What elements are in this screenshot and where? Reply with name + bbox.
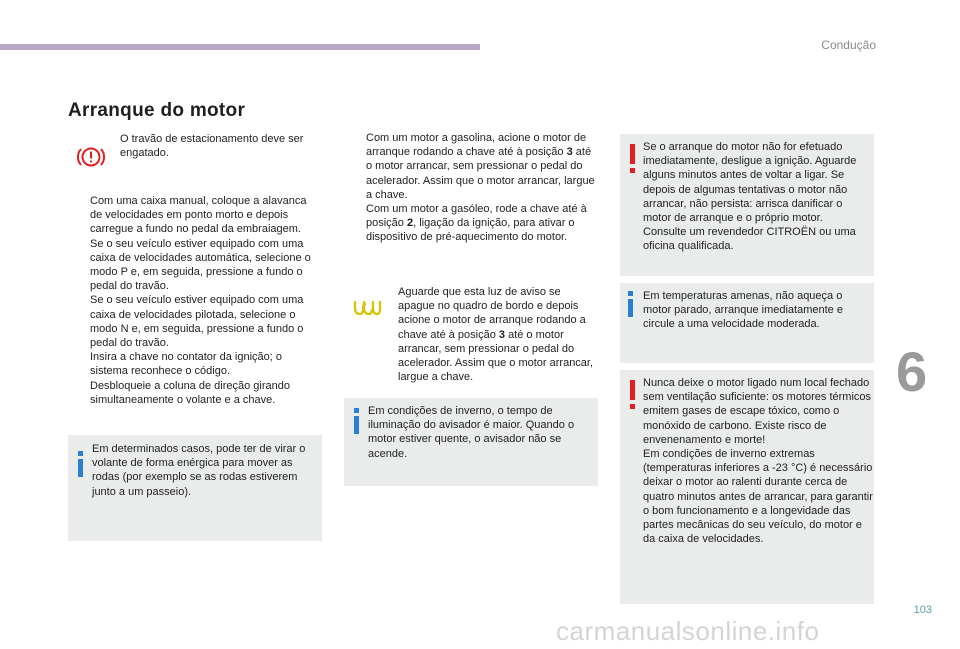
glow-plug-warning-light-icon bbox=[352, 298, 382, 316]
list-item bbox=[68, 350, 320, 378]
winter-info-box bbox=[344, 398, 598, 486]
enclosed-space-warning-text: Nunca deixe o motor ligado num local fechado sem ventilação suficiente: os motores térmicos emitem gases de escape tóxico, como o monóxido de carbono. Existe risco de envenenamento e morte! bbox=[643, 377, 872, 446]
warning-icon bbox=[626, 380, 640, 410]
info-icon bbox=[348, 408, 366, 436]
info-icon bbox=[72, 451, 90, 479]
start-failure-warning-box bbox=[620, 134, 874, 276]
start-failure-warning: Se o arranque do motor não for efetuado imediatamente, desligue a ignição. Aguarde alguns minutos antes de voltar a ligar. Se depois de algumas tentativas o motor não arrancar, não persista: arrisca danificar o motor de arranque e o próprio motor. Consulte um revendedor CITROËN ou uma oficina qualificada. bbox=[643, 141, 857, 253]
page-number: 103 bbox=[913, 604, 932, 616]
step-text: Se o seu veículo estiver equipado com uma caixa de velocidades automática, selecione o modo P e, em seguida, pressione a fundo o pedal do travão. bbox=[90, 237, 311, 293]
section-label: Condução bbox=[821, 38, 876, 52]
watermark: carmanualsonline.info bbox=[556, 616, 820, 646]
list-item bbox=[68, 194, 320, 237]
info-icon bbox=[622, 291, 640, 319]
engine-steps-list bbox=[344, 131, 600, 245]
preheat-note: Aguarde que esta luz de aviso se apague no quadro de bordo e depois acione o motor de arranque rodando a chave até à posição 3 até o motor arrancar, sem pressionar o pedal do acelerador. Assim que o motor arrancar, largue a chave. bbox=[398, 286, 594, 384]
start-steps-list bbox=[68, 194, 320, 407]
enclosed-space-warning bbox=[643, 376, 873, 546]
mild-temperature-info-box bbox=[620, 283, 874, 363]
parking-brake-warning-icon bbox=[76, 144, 106, 170]
steering-info-box bbox=[68, 435, 322, 541]
mild-temperature-note: Em temperaturas amenas, não aqueça o motor parado, arranque imediatamente e circule a uma velocidade moderada. bbox=[643, 290, 843, 331]
list-item bbox=[68, 293, 320, 350]
step-text: Insira a chave no contator da ignição; o sistema reconhece o código. bbox=[90, 351, 283, 378]
list-item bbox=[68, 379, 320, 407]
step-text: Com uma caixa manual, coloque a alavanca de velocidades em ponto morto e depois carregue a fundo no pedal da embraiagem. bbox=[90, 195, 307, 236]
parking-brake-note: O travão de estacionamento deve ser engatado. bbox=[120, 133, 304, 160]
list-item bbox=[68, 237, 320, 294]
step-text: Desbloqueie a coluna de direção girando simultaneamente o volante e a chave. bbox=[90, 379, 290, 406]
warning-icon bbox=[626, 144, 640, 174]
winter-note: Em condições de inverno, o tempo de iluminação do avisador é maior. Quando o motor estiver quente, o avisador não se acende. bbox=[368, 405, 575, 460]
list-item bbox=[344, 131, 600, 202]
page-title: Arranque do motor bbox=[68, 100, 246, 121]
steering-note: Em determinados casos, pode ter de virar o volante de forma enérgica para mover as rodas (por exemplo se as rodas estiverem junto a um passeio). bbox=[92, 443, 306, 498]
list-item bbox=[344, 202, 600, 245]
diesel-step: Com um motor a gasóleo, rode a chave até à posição 2, ligação da ignição, para ativar o dispositivo de pré-aquecimento do motor. bbox=[366, 203, 587, 244]
header-accent-bar bbox=[0, 44, 480, 50]
petrol-step: Com um motor a gasolina, acione o motor de arranque rodando a chave até à posição 3 até o motor arrancar, sem pressionar o pedal do acelerador. Assim que o motor arrancar, largue a chave. bbox=[366, 132, 595, 201]
chapter-number: 6 bbox=[896, 340, 928, 403]
enclosed-space-warning-box bbox=[620, 370, 874, 604]
step-text: Se o seu veículo estiver equipado com uma caixa de velocidades pilotada, selecione o modo N e, em seguida, pressione a fundo o pedal do travão. bbox=[90, 294, 304, 350]
extreme-winter-warning-text: Em condições de inverno extremas (temperaturas inferiores a -23 °C) é necessário deixar o motor ao ralenti durante cerca de quatro minutos antes de arrancar, para garantir o bom funcionamento e a longevidade das partes mecânicas do seu veículo, do motor e da caixa de velocidades. bbox=[643, 448, 873, 546]
